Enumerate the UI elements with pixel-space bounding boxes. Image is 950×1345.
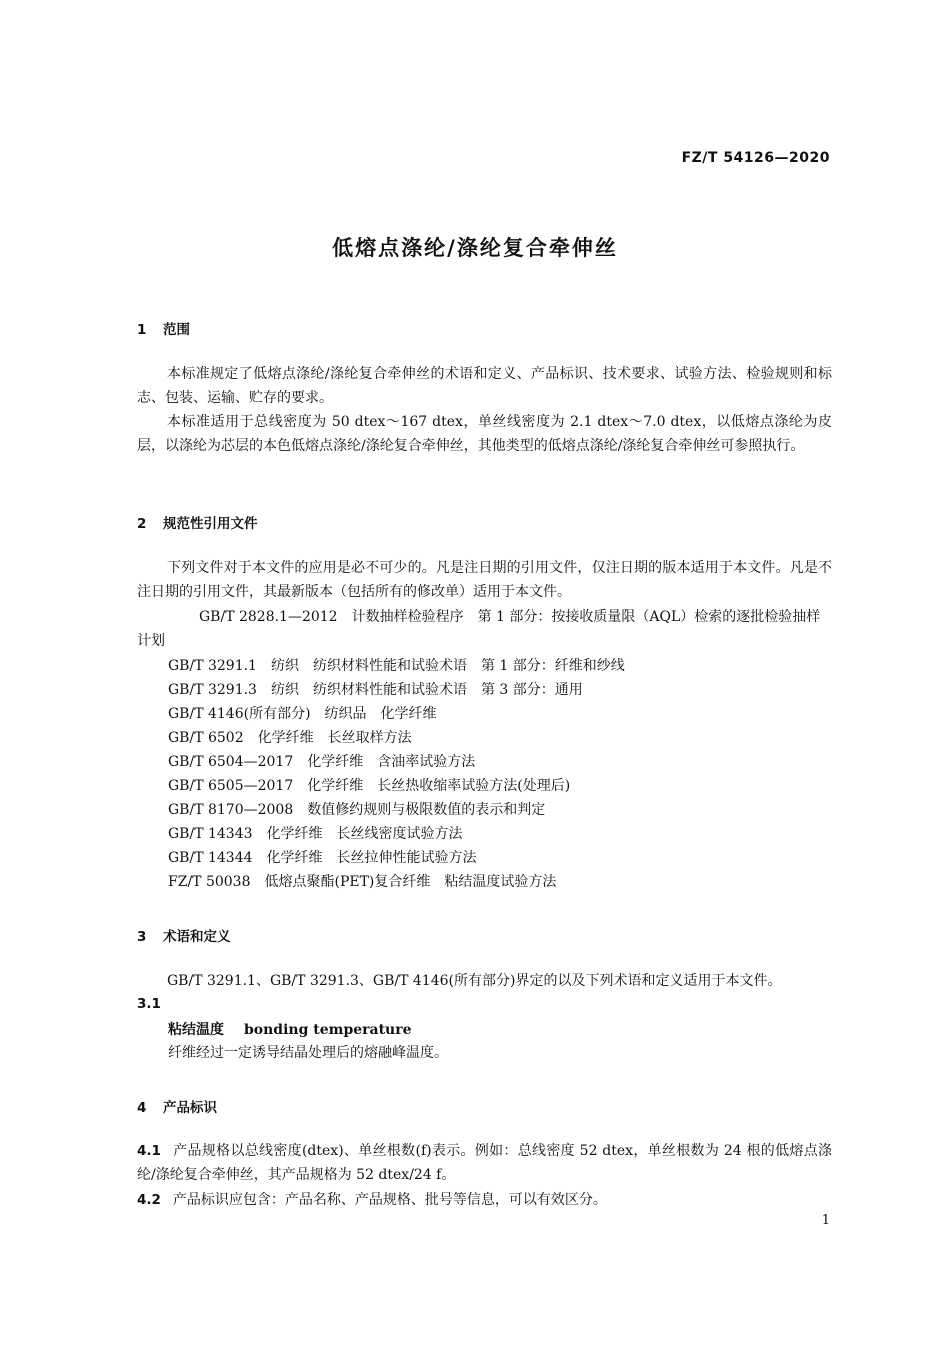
reference-title: 化学纤维 长丝线密度试验方法 [266,826,463,842]
section-title: 产品标识 [163,1100,217,1116]
reference-code: GB/T 6505—2017 [168,778,294,794]
section-number: 3 [137,929,147,945]
clause-number: 4.2 [137,1192,161,1208]
reference-item [137,605,832,653]
reference-item [168,654,625,678]
section-number: 4 [137,1100,147,1116]
section-3-heading [137,925,231,945]
term-entry [168,1019,412,1039]
clause-4-1 [137,1139,832,1187]
section-1-paragraph: 本标准规定了低熔点涤纶/涤纶复合牵伸丝的术语和定义、产品标识、技术要求、试验方法、检验规则和标志、包装、运输、贮存的要求。 [137,366,832,406]
reference-code: FZ/T 50038 [168,874,251,890]
reference-item [168,822,463,846]
section-title: 术语和定义 [163,929,231,945]
term-chinese: 粘结温度 [168,1022,224,1038]
section-4-heading [137,1096,217,1116]
reference-item [168,774,570,798]
reference-code: GB/T 3291.3 [168,682,257,698]
page-number: 1 [821,1213,830,1228]
reference-item [168,678,583,702]
section-2-intro: 下列文件对于本文件的应用是必不可少的。凡是注日期的引用文件，仅注日期的版本适用于本文件。凡是不注日期的引用文件，其最新版本（包括所有的修改单）适用于本文件。 [137,560,832,600]
reference-title: 化学纤维 含油率试验方法 [307,754,476,770]
section-title: 规范性引用文件 [163,516,258,532]
section-1-heading [137,318,190,338]
clause-4-2 [137,1188,832,1212]
document-title: 低熔点涤纶/涤纶复合牵伸丝 [332,236,618,260]
term-definition: 纤维经过一定诱导结晶处理后的熔融峰温度。 [168,1045,448,1061]
section-3-intro: GB/T 3291.1、GB/T 3291.3、GB/T 4146(所有部分)界定的以及下列术语和定义适用于本文件。 [167,973,782,989]
clause-number: 4.1 [137,1143,161,1159]
reference-item [168,726,412,750]
reference-title: 纺织 纺织材料性能和试验术语 第 1 部分：纤维和纱线 [270,658,625,674]
term-english: bonding temperature [244,1022,412,1038]
reference-code: GB/T 8170—2008 [168,802,294,818]
reference-title: 计数抽样检验程序 第 1 部分：按接收质量限（AQL）检索的逐批检验抽样计划 [137,609,821,649]
reference-code: GB/T 2828.1—2012 [199,609,338,625]
reference-code: GB/T 4146(所有部分) [168,706,311,722]
reference-item [168,750,475,774]
reference-title: 数值修约规则与极限数值的表示和判定 [307,802,546,818]
section-number: 2 [137,516,147,532]
reference-code: GB/T 14344 [168,850,253,866]
reference-code: GB/T 6502 [168,730,244,746]
section-1-paragraph: 本标准适用于总线密度为 50 dtex～167 dtex，单丝线密度为 2.1 dtex～7.0 dtex，以低熔点涤纶为皮层，以涤纶为芯层的本色低熔点涤纶/涤纶复合牵伸丝，其他类型的低熔点涤纶/涤纶复合牵伸丝可参照执行。 [137,414,832,454]
term-number: 3.1 [137,996,161,1012]
reference-title: 化学纤维 长丝热收缩率试验方法(处理后) [307,778,571,794]
reference-item [168,702,437,726]
reference-code: GB/T 14343 [168,826,253,842]
reference-title: 纺织 纺织材料性能和试验术语 第 3 部分：通用 [270,682,583,698]
reference-title: 低熔点聚酯(PET)复合纤维 粘结温度试验方法 [264,874,557,890]
section-2-heading [137,512,258,532]
reference-item [168,846,477,870]
reference-title: 纺织品 化学纤维 [324,706,437,722]
reference-item [168,870,556,894]
reference-title: 化学纤维 长丝拉伸性能试验方法 [266,850,477,866]
clause-text: 产品标识应包含：产品名称、产品规格、批号等信息，可以有效区分。 [172,1192,607,1208]
reference-title: 化学纤维 长丝取样方法 [257,730,412,746]
standard-number: FZ/T 54126—2020 [681,150,830,166]
section-number: 1 [137,322,147,338]
clause-text: 产品规格以总线密度(dtex)、单丝根数(f)表示。例如：总线密度 52 dtex，单丝根数为 24 根的低熔点涤纶/涤纶复合牵伸丝，其产品规格为 52 dtex/24 f。 [137,1143,832,1183]
reference-code: GB/T 6504—2017 [168,754,294,770]
reference-code: GB/T 3291.1 [168,658,257,674]
section-title: 范围 [163,322,190,338]
reference-item [168,798,545,822]
